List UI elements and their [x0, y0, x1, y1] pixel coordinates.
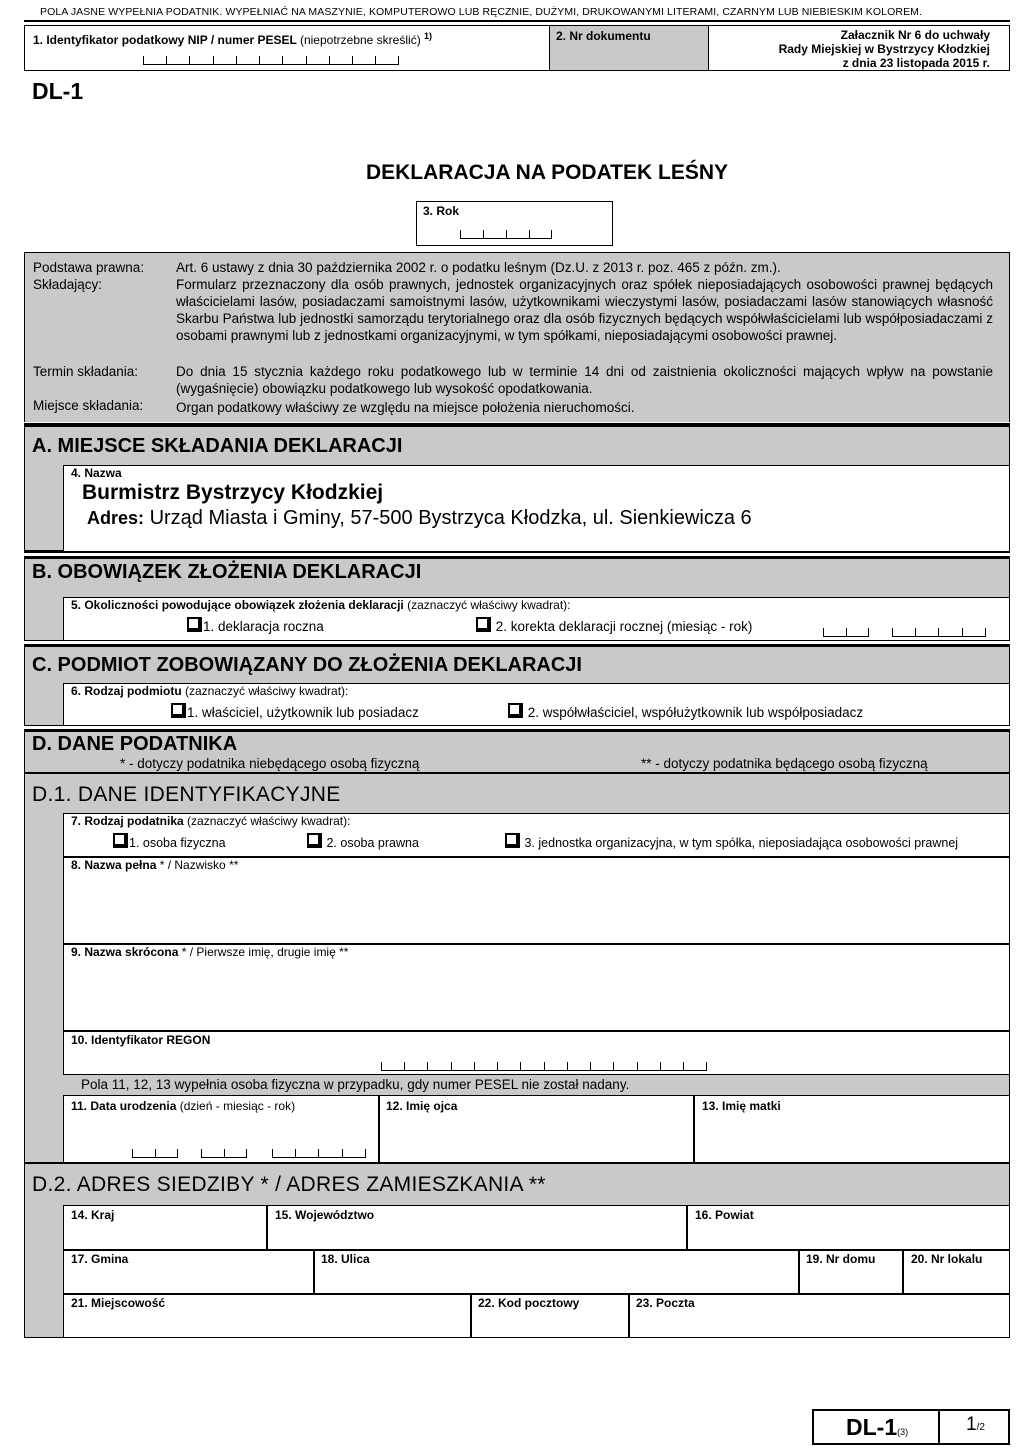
field23-label: 23. Poczta: [636, 1296, 695, 1310]
field14-label: 14. Kraj: [71, 1208, 115, 1222]
vrule-18: [313, 1250, 315, 1294]
field3-label: 3. Rok: [423, 204, 460, 218]
field15-label: 15. Województwo: [275, 1208, 375, 1222]
vrule-20: [902, 1250, 904, 1294]
d2-rule: [24, 1162, 1010, 1164]
regon-input[interactable]: [381, 1063, 707, 1071]
field20-label: 20. Nr lokalu: [911, 1252, 983, 1266]
page-title: DEKLARACJA NA PODATEK LEŚNY: [365, 161, 729, 184]
footer-divider: [938, 1409, 940, 1445]
field2-label: 2. Nr dokumentu: [556, 29, 651, 43]
option-owner[interactable]: 1. właściciel, użytkownik lub posiadacz: [171, 703, 419, 720]
note-11-13: Pola 11, 12, 13 wypełnia osoba fizyczna w przypadku, gdy numer PESEL nie został nadany.: [81, 1077, 630, 1092]
field19-label: 19. Nr domu: [806, 1252, 876, 1266]
d2-heading: D.2. ADRES SIEDZIBY * / ADRES ZAMIESZKANIA **: [32, 1173, 546, 1196]
section-b-heading: B. OBOWIĄZEK ZŁOŻENIA DEKLARACJI: [32, 561, 422, 583]
field5-label: 5. Okoliczności powodujące obowiązek złożenia deklaracji (zaznaczyć właściwy kwadrat):: [71, 598, 571, 612]
filer-label: Składający:: [33, 277, 103, 292]
field10-label: 10. Identyfikator REGON: [71, 1033, 211, 1047]
option-natural-person[interactable]: 1. osoba fizyczna: [113, 833, 226, 850]
birth-year-input[interactable]: [272, 1150, 366, 1158]
rule-21: [63, 1293, 1009, 1295]
checkbox-icon[interactable]: [508, 703, 523, 718]
option-co-owner[interactable]: 2. współwłaściciel, współużytkownik lub współposiadacz: [508, 703, 863, 720]
short-name-input[interactable]: [64, 961, 1008, 1029]
place-text: Organ podatkowy właściwy ze względu na miejsce położenia nieruchomości.: [176, 400, 635, 415]
option-org-unit[interactable]: 3. jednostka organizacyjna, w tym spółka, nieposiadająca osobowości prawnej: [505, 833, 958, 850]
field9-label: 9. Nazwa skrócona * / Pierwsze imię, drugie imię **: [71, 945, 349, 959]
vrule-15: [266, 1206, 268, 1250]
section-c-heading: C. PODMIOT ZOBOWIĄZANY DO ZŁOŻENIA DEKLARACJI: [32, 654, 582, 676]
vrule-19: [798, 1250, 800, 1294]
checkbox-icon[interactable]: [113, 833, 128, 848]
checkbox-icon[interactable]: [171, 703, 186, 718]
field21-label: 21. Miejscowość: [71, 1296, 166, 1310]
correction-month-input[interactable]: [823, 629, 869, 637]
rule-10: [63, 1030, 1009, 1032]
field16-label: 16. Powiat: [695, 1208, 754, 1222]
page-number: 1/2: [966, 1414, 985, 1435]
field13-label: 13. Imię matki: [702, 1099, 781, 1113]
birth-day-input[interactable]: [132, 1150, 178, 1158]
correction-year-input[interactable]: [892, 629, 986, 637]
option-legal-person[interactable]: 2. osoba prawna: [307, 833, 419, 850]
vrule-13: [693, 1096, 695, 1162]
field4-label: 4. Nazwa: [71, 466, 122, 480]
d1-heading: D.1. DANE IDENTYFIKACYJNE: [32, 783, 341, 806]
checkbox-icon[interactable]: [505, 833, 520, 848]
footer-form-code: DL-1(3): [846, 1414, 909, 1440]
option-correction[interactable]: 2. korekta deklaracji rocznej (miesiąc - rok): [476, 617, 752, 634]
deadline-text: Do dnia 15 stycznia każdego roku podatkowego lub w terminie 14 dni od zaistnienia okoliczności mających wpływ na powstanie (wygaśnięcie) obowiązku podatkowego lub wysokość opodatkowania.: [176, 364, 993, 396]
top-rule: [24, 20, 1010, 22]
section-a-heading: A. MIEJSCE SKŁADANIA DEKLARACJI: [32, 435, 403, 457]
field7-label: 7. Rodzaj podatnika (zaznaczyć właściwy kwadrat):: [71, 814, 351, 828]
office-address: Adres: Urząd Miasta i Gminy, 57-500 Bystrzyca Kłodzka, ul. Sienkiewicza 6: [87, 507, 752, 529]
field6-label: 6. Rodzaj podmiotu (zaznaczyć właściwy kwadrat):: [71, 684, 349, 698]
vrule-16: [686, 1206, 688, 1250]
vrule-12: [378, 1096, 380, 1162]
basis-text: Art. 6 ustawy z dnia 30 października 2002 r. o podatku leśnym (Dz.U. z 2013 r. poz. 465 z późn. zm.).: [176, 260, 781, 275]
option-annual-declaration[interactable]: 1. deklaracja roczna: [187, 617, 324, 634]
form-code: DL-1: [32, 78, 84, 104]
field12-label: 12. Imię ojca: [386, 1099, 458, 1113]
basis-label: Podstawa prawna:: [33, 260, 145, 275]
office-name: Burmistrz Bystrzycy Kłodzkiej: [82, 481, 384, 504]
note-individual: ** - dotyczy podatnika będącego osobą fizyczną: [641, 756, 928, 771]
section-d-heading: D. DANE PODATNIKA: [32, 733, 238, 755]
d1-rule: [24, 772, 1010, 774]
year-input[interactable]: [460, 231, 552, 239]
attachment-note: Załacznik Nr 6 do uchwały Rady Miejskiej w Bystrzycy Kłodzkiej z dnia 23 listopada 2015 r.: [778, 28, 990, 70]
deadline-label: Termin składania:: [33, 364, 139, 379]
d2-white: [63, 1205, 1009, 1337]
field11-label: 11. Data urodzenia (dzień - miesiąc - rok): [71, 1099, 296, 1113]
filer-text: Formularz przeznaczony dla osób prawnych, jednostek organizacyjnych oraz spółek nieposiadających osobowości prawnej będących właścicielami lasów, posiadaczami samoistnymi lasów, użytkownikami wieczystymi lasów, posiadaczami lasów stanowiących własność Skarbu Państwa lub jednostki samorządu terytorialnego oraz dla osób fizycznych będących współwłaścicielami lub współposiadaczami z osobami prawnymi lub z jednostkami organizacyjnymi, w tym spółkami, nieposiadającymi osobowości prawnej.: [176, 277, 993, 343]
birth-month-input[interactable]: [201, 1150, 247, 1158]
field18-label: 18. Ulica: [321, 1252, 370, 1266]
vrule-22: [470, 1294, 472, 1337]
note-non-individual: * - dotyczy podatnika niebędącego osobą fizyczną: [120, 756, 420, 771]
nip-pesel-input[interactable]: [143, 57, 399, 65]
checkbox-icon[interactable]: [307, 833, 322, 848]
field22-label: 22. Kod pocztowy: [478, 1296, 580, 1310]
rule-17: [63, 1249, 1009, 1251]
place-label: Miejsce składania:: [33, 398, 144, 413]
vrule-23: [628, 1294, 630, 1337]
full-name-input[interactable]: [64, 874, 1008, 942]
checkbox-icon[interactable]: [476, 617, 491, 632]
checkbox-icon[interactable]: [187, 617, 202, 632]
field8-label: 8. Nazwa pełna * / Nazwisko **: [71, 858, 239, 872]
field1-label: 1. Identyfikator podatkowy NIP / numer PESEL (niepotrzebne skreślić) $^{1)}$: [33, 31, 433, 47]
top-instruction: POLA JASNE WYPEŁNIA PODATNIK. WYPEŁNIAĆ NA MASZYNIE, KOMPUTEROWO LUB RĘCZNIE, DUŻYMI, DRUKOWANYMI LITERAMI, CZARNYM LUB NIEBIESKIM KOLOREM.: [40, 6, 923, 18]
field17-label: 17. Gmina: [71, 1252, 129, 1266]
